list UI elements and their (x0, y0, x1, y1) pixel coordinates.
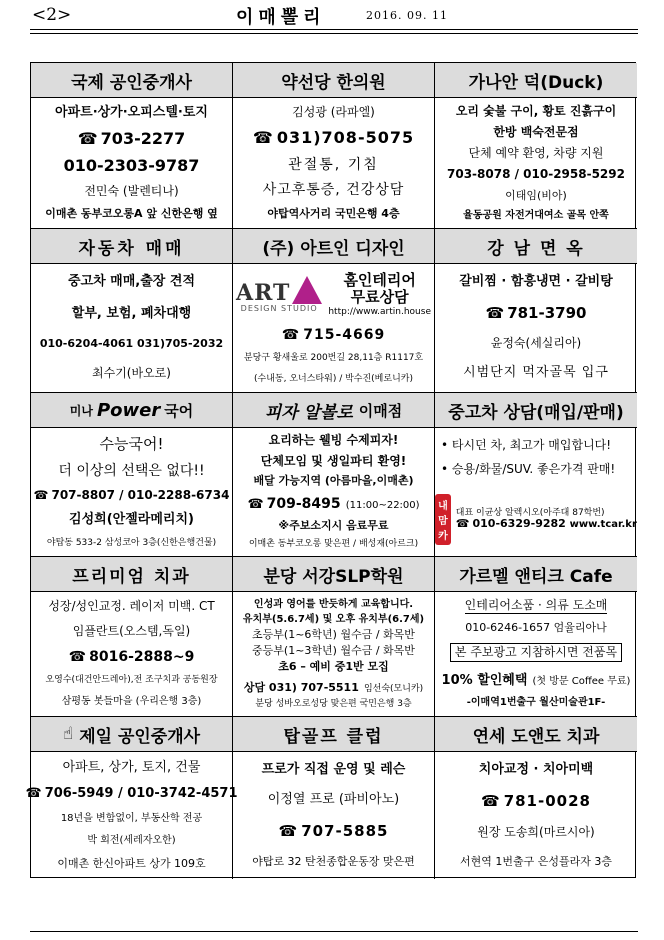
ad-yonsei-dental (435, 717, 637, 879)
ad-title: 분당 서강SLP학원 (233, 557, 434, 592)
ad-line: 인테리어소품 · 의류 도소매 (464, 598, 608, 613)
ad-line: 사고후통증, 건강상담 (262, 182, 405, 199)
ad-title: 강 남 면 옥 (435, 229, 637, 264)
ad-line: 요리하는 웰빙 수제피자! (268, 433, 399, 448)
ad-jeil-realty (25, 717, 238, 879)
ad-title: 중고차 상담(매입/판매) (435, 393, 637, 428)
logo-mark: ART (236, 279, 291, 306)
bullet-item: • 승용/화물/SUV. 좋은가격 판매! (441, 463, 615, 477)
ad-line: 최수기(바오로) (92, 365, 171, 380)
ad-line: 010-6246-1657 엄율리아나 (465, 620, 607, 634)
ad-carmel-antique-cafe (435, 557, 637, 717)
ad-line: 인성과 영어를 반듯하게 교육합니다. (253, 598, 414, 610)
ad-title-logo (31, 393, 232, 428)
ad-title: 피자 알볼로 (264, 402, 353, 423)
ad-gangnam-myeonok (435, 229, 637, 393)
ad-line: 이매촌 동부코오롱 맞은편 / 배성재(아르크) (248, 539, 419, 550)
ad-line: ※주보소지시 음료무료 (278, 519, 389, 533)
website-url[interactable]: http://www.artin.house (328, 306, 431, 317)
phone-line: ☎ 781-0028 (481, 792, 591, 811)
ad-line: 김성희(안젤라메리치) (69, 511, 194, 527)
ad-line: 김성광 (라파엘) (292, 104, 375, 119)
ad-top-golf-club (233, 717, 435, 879)
ad-title: 가나안 덕(Duck) (435, 63, 637, 98)
ad-line: 703-8078 / 010-2958-5292 (447, 167, 625, 182)
ad-line: 단체 예약 환영, 차량 지원 (468, 146, 604, 161)
ad-line: 수능국어! (99, 434, 164, 453)
ad-line: 이매촌 동부코오롱A 앞 신한은행 옆 (45, 206, 218, 220)
ad-line: 율동공원 자전거대여소 골목 안쪽 (463, 209, 609, 221)
ad-title: 약선당 한의원 (233, 63, 434, 98)
ad-line: 유치부(5.6.7세) 및 오후 유치부(6.7세) (242, 613, 425, 625)
ad-line: 초등부(1~6학년) 월수금 / 화목반 (252, 627, 415, 641)
ad-title-wrap (31, 717, 232, 752)
ad-line: 오영수(대건안드레아),전 조구치과 공동원장 (45, 675, 218, 686)
website-url[interactable]: www.tcar.kr (569, 518, 637, 530)
ad-line: 이매촌 한신아파트 상가 109호 (57, 856, 206, 870)
phone-icon: ☎ (68, 648, 87, 665)
publication-date: 2016. 09. 11 (366, 9, 448, 22)
bullet-item: • 타시던 차, 최고가 매입합니다! (441, 439, 611, 453)
ad-line: (수내동, 오너스타워) / 박수진(베로니카) (254, 373, 413, 384)
ad-title: 연세 도앤도 치과 (435, 717, 637, 752)
phone-icon: ☎ (33, 488, 49, 503)
ad-line: 박 회전(세레자오한) (87, 835, 176, 847)
ad-line: 야탑동 533-2 삼성코아 3층(신한은행건물) (46, 537, 217, 548)
ad-line: 성장/성인교정. 레이저 미백. CT (48, 599, 215, 614)
ad-pizza-alvolo (233, 393, 435, 557)
ad-line: 전민숙 (발렌티나) (84, 183, 179, 198)
ad-title-wrap (233, 393, 434, 428)
ad-grid (25, 62, 637, 878)
ad-line: 아파트, 상가, 토지, 건물 (62, 759, 201, 775)
ad-line: 아파트·상가·오피스텔·토지 (55, 104, 208, 120)
ad-gukje-realty (31, 63, 233, 229)
ad-line: 시범단지 먹자골목 입구 (463, 365, 609, 381)
ad-line: 단체모임 및 생일파티 환영! (260, 453, 407, 468)
ad-line: 야탑로 32 탄천종합운동장 맞은편 (252, 854, 415, 868)
ad-title: (주) 아트인 디자인 (233, 229, 434, 264)
phone-icon: ☎ (77, 128, 98, 148)
logo-pre: 미나 (69, 403, 93, 418)
phone-icon: ☎ (281, 326, 301, 343)
phone-line: ☎ 707-8807 / 010-2288-6734 (33, 488, 230, 503)
ad-line: 오리 숯불 구이, 황토 진흙구이 (455, 103, 617, 118)
phone-line: ☎ 706-5949 / 010-3742-4571 (25, 785, 238, 801)
phone-icon: ☎ (252, 127, 274, 147)
ad-line: 중고차 매매,출장 견적 (67, 274, 195, 290)
phone-icon: ☎ (25, 785, 42, 801)
phone-icon: ☎ (278, 822, 299, 841)
header-rule-2 (30, 33, 638, 34)
ad-line: 010-6204-4061 031)705-2032 (39, 336, 224, 350)
ad-line: 중등부(1~3학년) 월수금 / 화목반 (252, 643, 415, 657)
ad-line: 배달 가능지역 (아름마을,이매촌) (253, 474, 414, 488)
headline: 홈인테리어 (343, 271, 416, 290)
ad-line-wrap: 상담 031) 707-5511 임선숙(모니카) (243, 681, 424, 695)
triangle-logo-icon (292, 276, 322, 304)
ad-line: 010-2303-9787 (63, 156, 200, 176)
publication-title: 이매뽈리 (236, 7, 326, 28)
phone-line: ☎ 715-4669 (281, 326, 386, 343)
tcar-logo (435, 494, 637, 545)
ad-line: 이정열 프로 (파비아노) (267, 791, 400, 807)
phone-line: ☎ 010-6329-9282 www.tcar.kr (455, 516, 637, 530)
phone-icon: ☎ (485, 303, 505, 322)
ad-line: 치아교정 · 치아미백 (478, 761, 594, 777)
ad-mina-power-korean (31, 393, 233, 557)
ad-title-suffix: 이매점 (358, 401, 403, 420)
logo-brand: Power (96, 399, 161, 421)
phone-icon: ☎ (247, 497, 264, 513)
headline: 무료상담 (350, 288, 409, 307)
phone-line: ☎ 707-5885 (278, 822, 389, 841)
hand-pointer-icon: ☝ (62, 724, 74, 744)
ad-line: 야탑역사거리 국민은행 4층 (267, 206, 400, 220)
ad-line: 원장 도송희(마르시아) (477, 825, 595, 840)
phone-icon: ☎ (481, 792, 501, 811)
ad-title: 국어 (164, 401, 194, 420)
ad-line: 관절통, 기침 (288, 156, 379, 173)
ad-artin-design (233, 229, 435, 393)
phone-icon: ☎ (455, 516, 470, 530)
ad-line: 프로가 직접 운영 및 레슨 (261, 761, 406, 777)
ad-title: 제일 공인중개사 (79, 726, 201, 747)
page-number: <2> (32, 5, 72, 25)
phone-line: ☎ 709-8495 (11:00~22:00) (247, 496, 420, 513)
ad-line-wrap: 10% 할인혜택 (첫 방문 Coffee 무료) (441, 673, 631, 689)
footer-rule (30, 931, 638, 932)
logo-text: 대표 이균상 알렉시오(아주대 87학번) (455, 507, 605, 518)
ad-title: 가르멜 앤티크 Cafe (435, 557, 637, 592)
ad-line: 임플란트(오스템,독일) (72, 623, 191, 638)
ad-line: 삼평동 봇들마을 (우리은행 3층) (61, 696, 202, 708)
ad-title: 프리미엄 치과 (31, 557, 232, 592)
phone-line: ☎ 703-2277 (77, 128, 186, 148)
ad-used-car-consult (435, 393, 637, 557)
ad-seogang-slp (233, 557, 435, 717)
ad-car-sales (31, 229, 233, 393)
ad-title: 자동차 매매 (31, 229, 232, 264)
ad-line: 서현역 1번출구 은성플라자 3층 (460, 854, 612, 868)
ad-premium-dental (31, 557, 233, 717)
car-badge: 내맘카 (435, 494, 451, 545)
ad-canaan-duck (435, 63, 637, 229)
ad-line: -이매역1번출구 월산미술관1F- (466, 697, 606, 709)
logo-sub: DESIGN STUDIO (240, 303, 318, 313)
ad-line: 윤정숙(세실리아) (490, 336, 582, 351)
ad-line: 갈비찜 · 함흥냉면 · 갈비탕 (459, 273, 613, 289)
ad-line: 분당 성바오로성당 맞은편 국민은행 3층 (255, 699, 412, 710)
ad-line: 할부, 보험, 폐차대행 (71, 305, 192, 321)
ad-line: 이태임(비아) (505, 188, 567, 202)
ad-title: 탑골프 클럽 (233, 717, 434, 752)
ad-yakseondang-clinic (233, 63, 435, 229)
ad-line: 분당구 황새울로 200번길 28,11층 R1117호 (243, 353, 424, 364)
ad-line: 18년을 변함없이, 부동산학 전공 (60, 812, 203, 824)
ad-line: 한방 백숙전문점 (493, 124, 579, 139)
ad-line: 본 주보광고 지참하시면 전품목 (450, 643, 622, 663)
page-header (0, 0, 664, 30)
phone-line: ☎ 031)708-5075 (252, 127, 415, 147)
ad-line: 초6 – 예비 중1반 모집 (278, 659, 389, 673)
header-rule (30, 29, 638, 30)
phone-line: ☎ 781-3790 (485, 303, 587, 322)
power-logo (70, 400, 193, 421)
artin-logo (236, 272, 431, 317)
ad-line: 더 이상의 선택은 없다!! (58, 463, 205, 480)
phone-line: ☎ 8016-2888~9 (68, 648, 195, 665)
ad-title: 국제 공인중개사 (31, 63, 232, 98)
